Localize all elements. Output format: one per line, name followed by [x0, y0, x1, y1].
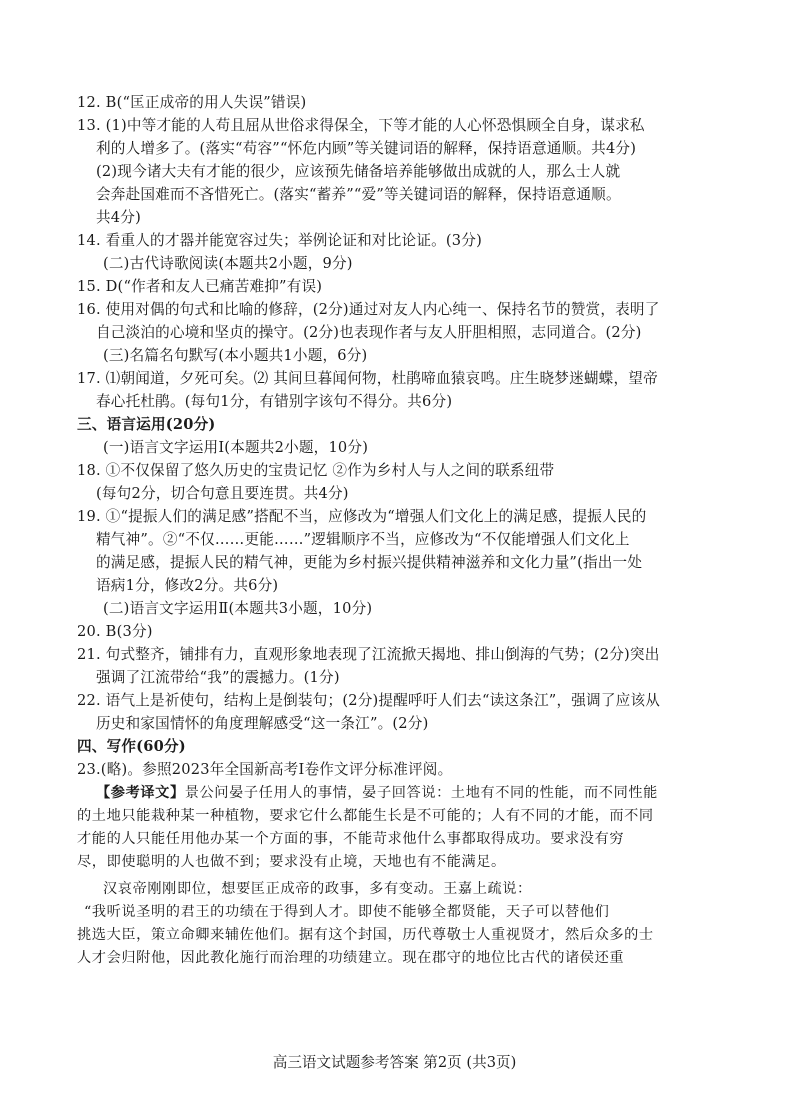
translation-line-6: “我听说圣明的君王的功绩在于得到人才。即使不能够全都贤能，天子可以替他们: [84, 904, 610, 920]
translation-line-7: 挑选大臣，策立命卿来辅佐他们。据有这个封国，历代尊敬士人重视贤才，然后众多的士: [77, 927, 654, 943]
answer-13-line-4: 会奔赴国难而不吝惜死亡。(落实“蓄养”“爱”等关键词语的解释，保持语意通顺。: [96, 186, 621, 203]
answer-21-line-1: 21. 句式整齐，铺排有力，直观形象地表现了江流掀天揭地、排山倒海的气势；(2分)突出: [77, 646, 660, 663]
answer-19-line-3: 的满足感，提振人民的精气神，更能为乡村振兴提供精神滋养和文化力量”(指出一处: [96, 554, 643, 571]
answer-22-line-1: 22. 语气上是祈使句，结构上是倒装句；(2分)提醒呼吁人们去“读这条江”，强调了应该从: [77, 692, 661, 709]
translation-line-5: 汉哀帝刚刚即位，想要匡正成帝的政事，多有变动。王嘉上疏说：: [103, 881, 532, 897]
answer-15: 15. D(“作者和友人已痛苦难抑”有误): [77, 278, 323, 295]
section-writing: 四、写作(60分): [77, 738, 186, 755]
page-footer: 高三语文试题参考答案 第2页 (共3页): [272, 1054, 517, 1071]
answer-19-line-2: 精气神”。②“不仅……更能……”逻辑顺序不当，应修改为“不仅能增强人们文化上: [96, 531, 630, 548]
answer-21-line-2: 强调了江流带给“我”的震撼力。(1分): [96, 669, 340, 686]
reference-translation-label: 【参考译文】: [96, 785, 185, 801]
answer-13-line-5: 共4分): [96, 209, 141, 226]
subsection-language-2: (二)语言文字运用Ⅱ(本题共3小题，10分): [103, 600, 373, 617]
answer-19-line-4: 语病1分，修改2分。共6分): [96, 577, 279, 594]
answer-13-line-3: (2)现今诸大夫有才能的很少，应该预先储备培养能够做出成就的人，那么士人就: [96, 163, 621, 180]
answer-19-line-1: 19. ①“提振人们的满足感”搭配不当，应修改为“增强人们文化上的满足感，提振人民的: [77, 508, 647, 525]
answer-17-line-2: 春心托杜鹃。(每句1分，有错别字该句不得分。共6分): [96, 393, 453, 410]
answer-17-line-1: 17. ⑴朝闻道，夕死可矣。⑵ 其间旦暮闻何物，杜鹃啼血猿哀鸣。庄生晓梦迷蝴蝶，望帝: [77, 370, 658, 387]
answer-13-line-2: 利的人增多了。(落实“苟容”“怀危内顾”等关键词语的解释，保持语意通顺。共4分): [96, 140, 637, 157]
subsection-language-1: (一)语言文字运用Ⅰ(本题共2小题，10分): [103, 439, 369, 456]
translation-line-1: 【参考译文】景公问晏子任用人的事情，晏子回答说：土地有不同的性能，而不同性能: [96, 785, 658, 801]
answer-20: 20. B(3分): [77, 623, 153, 640]
answer-16-line-2: 自己淡泊的心境和坚贞的操守。(2分)也表现作者与友人肝胆相照，志同道合。(2分): [96, 324, 642, 341]
translation-line-2: 的土地只能栽种某一种植物，要求它什么都能生长是不可能的；人有不同的才能，而不同: [77, 808, 654, 824]
answer-18-line-2: (每句2分，切合句意且要连贯。共4分): [96, 485, 349, 502]
section-language-use: 三、语言运用(20分): [77, 416, 216, 433]
translation-line-3: 才能的人只能任用他办某一个方面的事，不能苛求他什么事都取得成功。要求没有穷: [77, 831, 625, 847]
answer-18-line-1: 18. ①不仅保留了悠久历史的宝贵记忆 ②作为乡村人与人之间的联系纽带: [77, 462, 555, 479]
subsection-dictation: (三)名篇名句默写(本小题共1小题，6分): [103, 347, 368, 364]
answer-12: 12. B(“匡正成帝的用人失误”错误): [77, 94, 307, 111]
answer-16-line-1: 16. 使用对偶的句式和比喻的修辞，(2分)通过对友人内心纯一、保持名节的赞赏，表明了: [77, 301, 660, 318]
answer-13-line-1: 13. (1)中等才能的人苟且屈从世俗求得保全，下等才能的人心怀恐惧顾全自身，谋求私: [77, 117, 645, 134]
answer-22-line-2: 历史和家国情怀的角度理解感受“这一条江”。(2分): [96, 715, 429, 732]
answer-23: 23.(略)。参照2023年全国新高考Ⅰ卷作文评分标准评阅。: [77, 761, 453, 778]
answer-14: 14. 看重人的才器并能宽容过失；举例论证和对比论证。(3分): [77, 232, 482, 249]
subsection-poetry: (二)古代诗歌阅读(本题共2小题，9分): [103, 255, 353, 272]
translation-line-4: 尽，即使聪明的人也做不到；要求没有止境，天地也有不能满足。: [77, 854, 506, 870]
translation-line-8: 人才会归附他，因此教化施行而治理的功绩建立。现在郡守的地位比古代的诸侯还重: [77, 950, 625, 966]
